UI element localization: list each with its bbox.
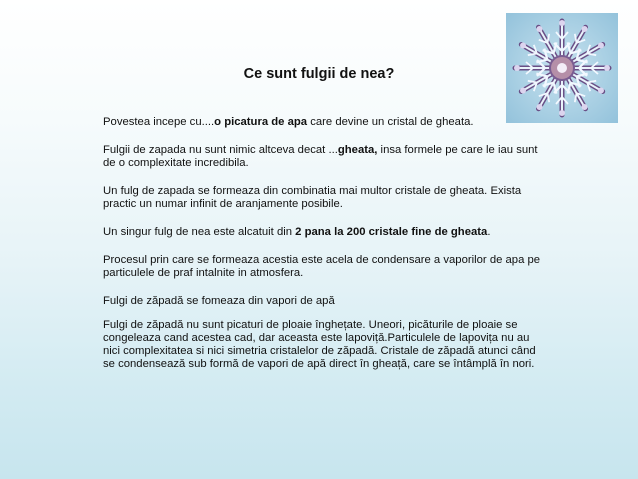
bold-phrase: o picatura de apa xyxy=(214,116,308,128)
paragraph-6: Fulgi de zăpadă se fomeaza din vapori de apă xyxy=(103,295,335,307)
paragraph-1: Povestea incepe cu....o picatura de apa care devine un cristal de gheata. xyxy=(103,116,474,128)
paragraph-7: Fulgi de zăpadă nu sunt picaturi de ploaie înghețate. Uneori, picăturile de ploaie se congeleaza cand acestea cad, dar aceasta este lapoviță.Particulele de lapovița nu au nici complexitatea si nici simetria cristalelor de zăpadă. Cristale de zăpadă atunci când se condensează sub formă de vapori de apă direct în gheață, care se întâmplă în nori. xyxy=(103,319,536,370)
paragraph-4: Un singur fulg de nea este alcatuit din 2 pana la 200 cristale fine de gheata. xyxy=(103,226,491,238)
slide-body xyxy=(103,116,543,371)
bold-phrase: 2 pana la 200 cristale fine de gheata xyxy=(295,226,488,238)
paragraph-5: Procesul prin care se formeaza acestia este acela de condensare a vaporilor de apa pe particulele de praf intalnite in atmosfera. xyxy=(103,254,541,279)
slide-title: Ce sunt fulgii de nea? xyxy=(243,66,395,82)
paragraph-2: Fulgii de zapada nu sunt nimic altceva decat ...gheata, insa formele pe care le iau sunt de o complexitate incredibila. xyxy=(103,144,538,169)
paragraph-3: Un fulg de zapada se formeaza din combinatia mai multor cristale de gheata. Exista practic un numar infinit de aranjamente posibile. xyxy=(103,185,522,210)
bold-phrase: gheata, xyxy=(337,144,378,156)
